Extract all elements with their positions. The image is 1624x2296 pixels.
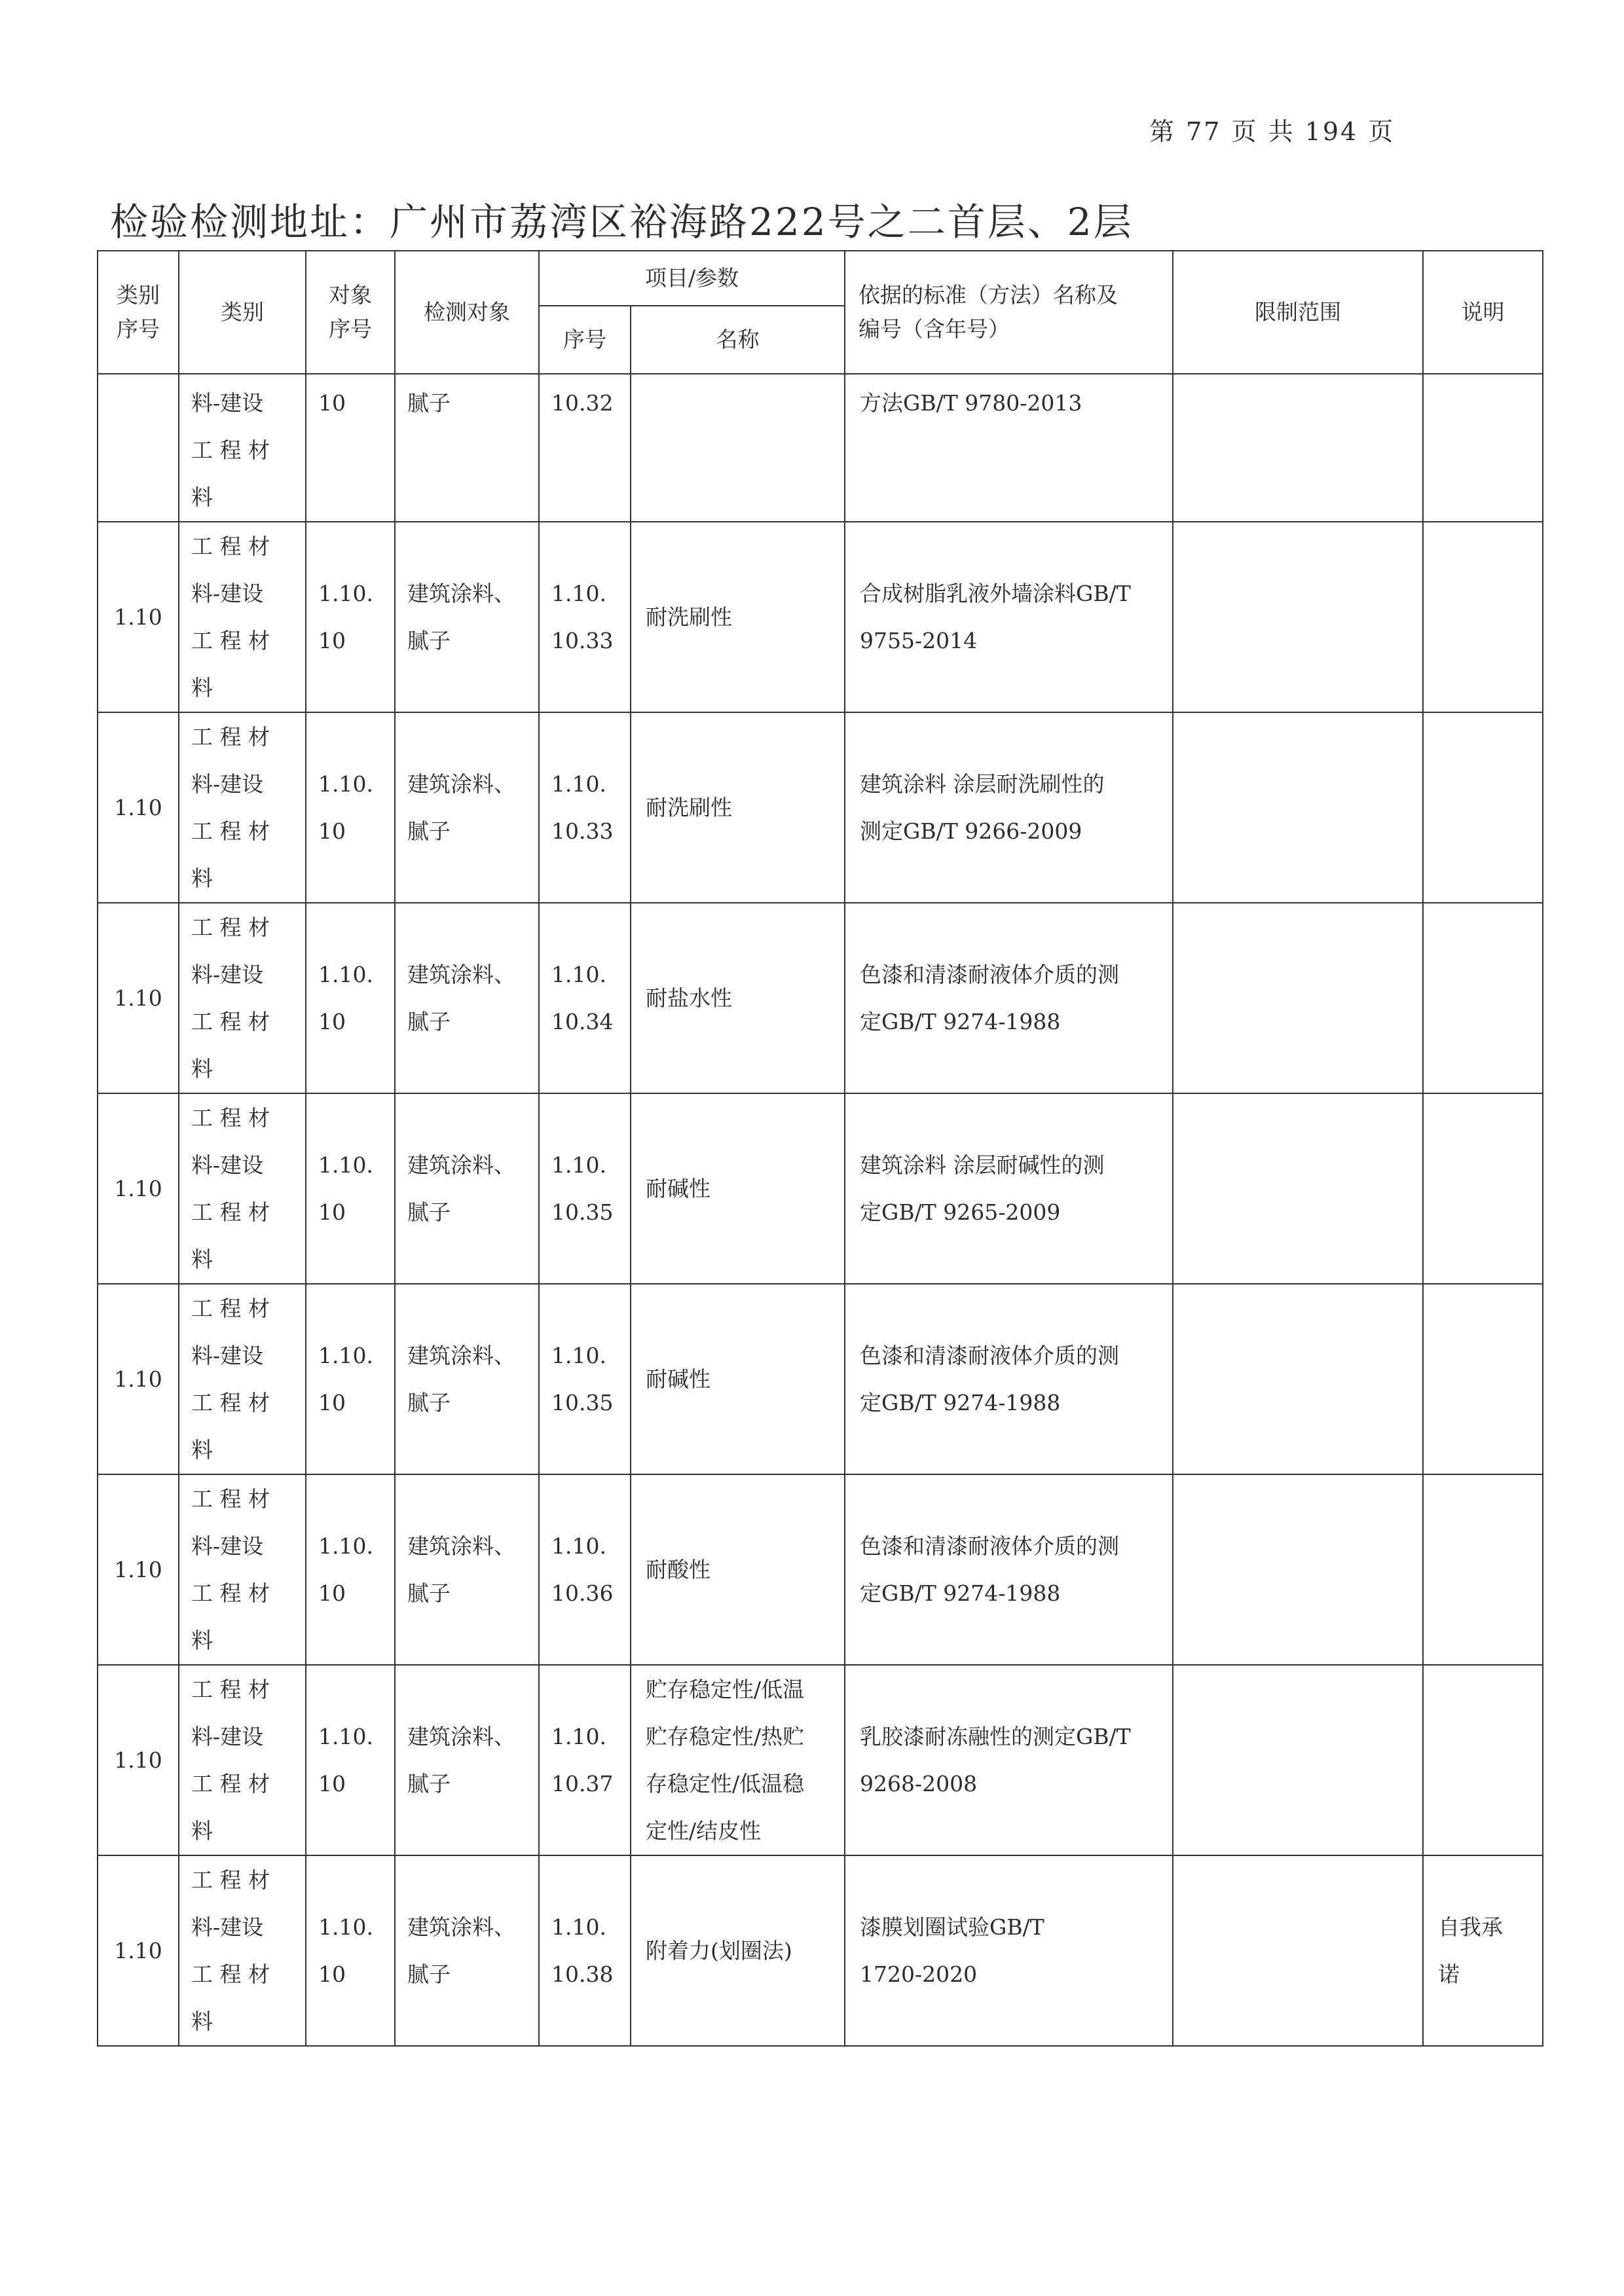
header-object: 检测对象 [395, 251, 539, 374]
object-cell: 建筑涂料、 腻子 [395, 522, 539, 712]
limit-cell [1173, 1093, 1423, 1284]
object-cell: 建筑涂料、 腻子 [395, 1284, 539, 1474]
limit-cell [1173, 1665, 1423, 1855]
category-cell: 工 程 材 料-建设 工 程 材 料 [179, 1474, 306, 1665]
limit-cell [1173, 903, 1423, 1093]
object-no-cell: 1.10. 10 [306, 1474, 395, 1665]
item-name-cell: 耐酸性 [631, 1474, 845, 1665]
object-cell: 建筑涂料、 腻子 [395, 1855, 539, 2046]
header-item-no: 序号 [539, 306, 631, 374]
standard-cell: 建筑涂料 涂层耐碱性的测 定GB/T 9265-2009 [845, 1093, 1173, 1284]
table-row [98, 1474, 1543, 1665]
table-row [98, 1665, 1543, 1855]
item-no-cell: 1.10. 10.35 [539, 1093, 631, 1284]
standard-cell: 合成树脂乳液外墙涂料GB/T 9755-2014 [845, 522, 1173, 712]
object-no-cell: 1.10. 10 [306, 1093, 395, 1284]
category-cell: 工 程 材 料-建设 工 程 材 料 [179, 1093, 306, 1284]
item-no-cell: 1.10. 10.38 [539, 1855, 631, 2046]
limit-cell [1173, 1284, 1423, 1474]
item-no-cell: 1.10. 10.33 [539, 522, 631, 712]
item-name-cell: 耐洗刷性 [631, 522, 845, 712]
category-cell: 料-建设 工 程 材 料 [179, 374, 306, 522]
note-cell [1423, 374, 1543, 522]
item-name-cell: 耐碱性 [631, 1284, 845, 1474]
category-cell: 工 程 材 料-建设 工 程 材 料 [179, 522, 306, 712]
note-cell [1423, 1665, 1543, 1855]
table-row [98, 1093, 1543, 1284]
category-no-cell: 1.10 [98, 522, 179, 712]
object-no-cell: 1.10. 10 [306, 1855, 395, 2046]
category-no-cell: 1.10 [98, 903, 179, 1093]
object-no-cell: 10 [306, 374, 395, 522]
limit-cell [1173, 522, 1423, 712]
category-no-cell: 1.10 [98, 1284, 179, 1474]
category-cell: 工 程 材 料-建设 工 程 材 料 [179, 1665, 306, 1855]
category-cell: 工 程 材 料-建设 工 程 材 料 [179, 1855, 306, 2046]
test-items-table [97, 250, 1543, 2047]
object-no-cell: 1.10. 10 [306, 522, 395, 712]
note-cell [1423, 903, 1543, 1093]
category-no-cell: 1.10 [98, 1665, 179, 1855]
table-row [98, 1284, 1543, 1474]
object-cell: 建筑涂料、 腻子 [395, 1665, 539, 1855]
header-note: 说明 [1423, 251, 1543, 374]
category-cell: 工 程 材 料-建设 工 程 材 料 [179, 712, 306, 903]
object-no-cell: 1.10. 10 [306, 712, 395, 903]
header-item-param: 项目/参数 [539, 251, 845, 306]
item-name-cell: 耐盐水性 [631, 903, 845, 1093]
item-no-cell: 1.10. 10.33 [539, 712, 631, 903]
page-number: 第 77 页 共 194 页 [1149, 117, 1395, 146]
standard-cell: 乳胶漆耐冻融性的测定GB/T 9268-2008 [845, 1665, 1173, 1855]
item-name-cell [631, 374, 845, 522]
item-no-cell: 1.10. 10.37 [539, 1665, 631, 1855]
object-no-cell: 1.10. 10 [306, 903, 395, 1093]
header-item-name: 名称 [631, 306, 845, 374]
object-cell: 建筑涂料、 腻子 [395, 712, 539, 903]
object-cell: 建筑涂料、 腻子 [395, 903, 539, 1093]
item-no-cell: 1.10. 10.36 [539, 1474, 631, 1665]
object-no-cell: 1.10. 10 [306, 1665, 395, 1855]
category-cell: 工 程 材 料-建设 工 程 材 料 [179, 903, 306, 1093]
standard-cell: 方法GB/T 9780-2013 [845, 374, 1173, 522]
category-cell: 工 程 材 料-建设 工 程 材 料 [179, 1284, 306, 1474]
note-cell: 自我承 诺 [1423, 1855, 1543, 2046]
table-row [98, 374, 1543, 522]
note-cell [1423, 1474, 1543, 1665]
item-no-cell: 10.32 [539, 374, 631, 522]
category-no-cell: 1.10 [98, 1474, 179, 1665]
header-category-no: 类别 序号 [98, 251, 179, 374]
item-no-cell: 1.10. 10.34 [539, 903, 631, 1093]
object-no-cell: 1.10. 10 [306, 1284, 395, 1474]
limit-cell [1173, 1855, 1423, 2046]
header-object-no: 对象 序号 [306, 251, 395, 374]
header-category: 类别 [179, 251, 306, 374]
category-no-cell: 1.10 [98, 1093, 179, 1284]
category-no-cell: 1.10 [98, 1855, 179, 2046]
limit-cell [1173, 374, 1423, 522]
note-cell [1423, 1093, 1543, 1284]
item-no-cell: 1.10. 10.35 [539, 1284, 631, 1474]
item-name-cell: 耐碱性 [631, 1093, 845, 1284]
limit-cell [1173, 1474, 1423, 1665]
standard-cell: 色漆和清漆耐液体介质的测 定GB/T 9274-1988 [845, 903, 1173, 1093]
note-cell [1423, 522, 1543, 712]
object-cell: 建筑涂料、 腻子 [395, 1474, 539, 1665]
category-no-cell [98, 374, 179, 522]
note-cell [1423, 1284, 1543, 1474]
standard-cell: 色漆和清漆耐液体介质的测 定GB/T 9274-1988 [845, 1474, 1173, 1665]
item-name-cell: 耐洗刷性 [631, 712, 845, 903]
note-cell [1423, 712, 1543, 903]
limit-cell [1173, 712, 1423, 903]
standard-cell: 色漆和清漆耐液体介质的测 定GB/T 9274-1988 [845, 1284, 1173, 1474]
object-cell: 腻子 [395, 374, 539, 522]
category-no-cell: 1.10 [98, 712, 179, 903]
header-standard: 依据的标准（方法）名称及 编号（含年号） [845, 251, 1173, 374]
header-limit: 限制范围 [1173, 251, 1423, 374]
item-name-cell: 贮存稳定性/低温 贮存稳定性/热贮 存稳定性/低温稳 定性/结皮性 [631, 1665, 845, 1855]
table-row [98, 903, 1543, 1093]
standard-cell: 漆膜划圈试验GB/T 1720-2020 [845, 1855, 1173, 2046]
table-row [98, 1855, 1543, 2046]
table-row [98, 522, 1543, 712]
standard-cell: 建筑涂料 涂层耐洗刷性的 测定GB/T 9266-2009 [845, 712, 1173, 903]
item-name-cell: 附着力(划圈法) [631, 1855, 845, 2046]
table-row [98, 712, 1543, 903]
testing-address-heading: 检验检测地址：广州市荔湾区裕海路222号之二首层、2层 [110, 200, 1134, 244]
object-cell: 建筑涂料、 腻子 [395, 1093, 539, 1284]
